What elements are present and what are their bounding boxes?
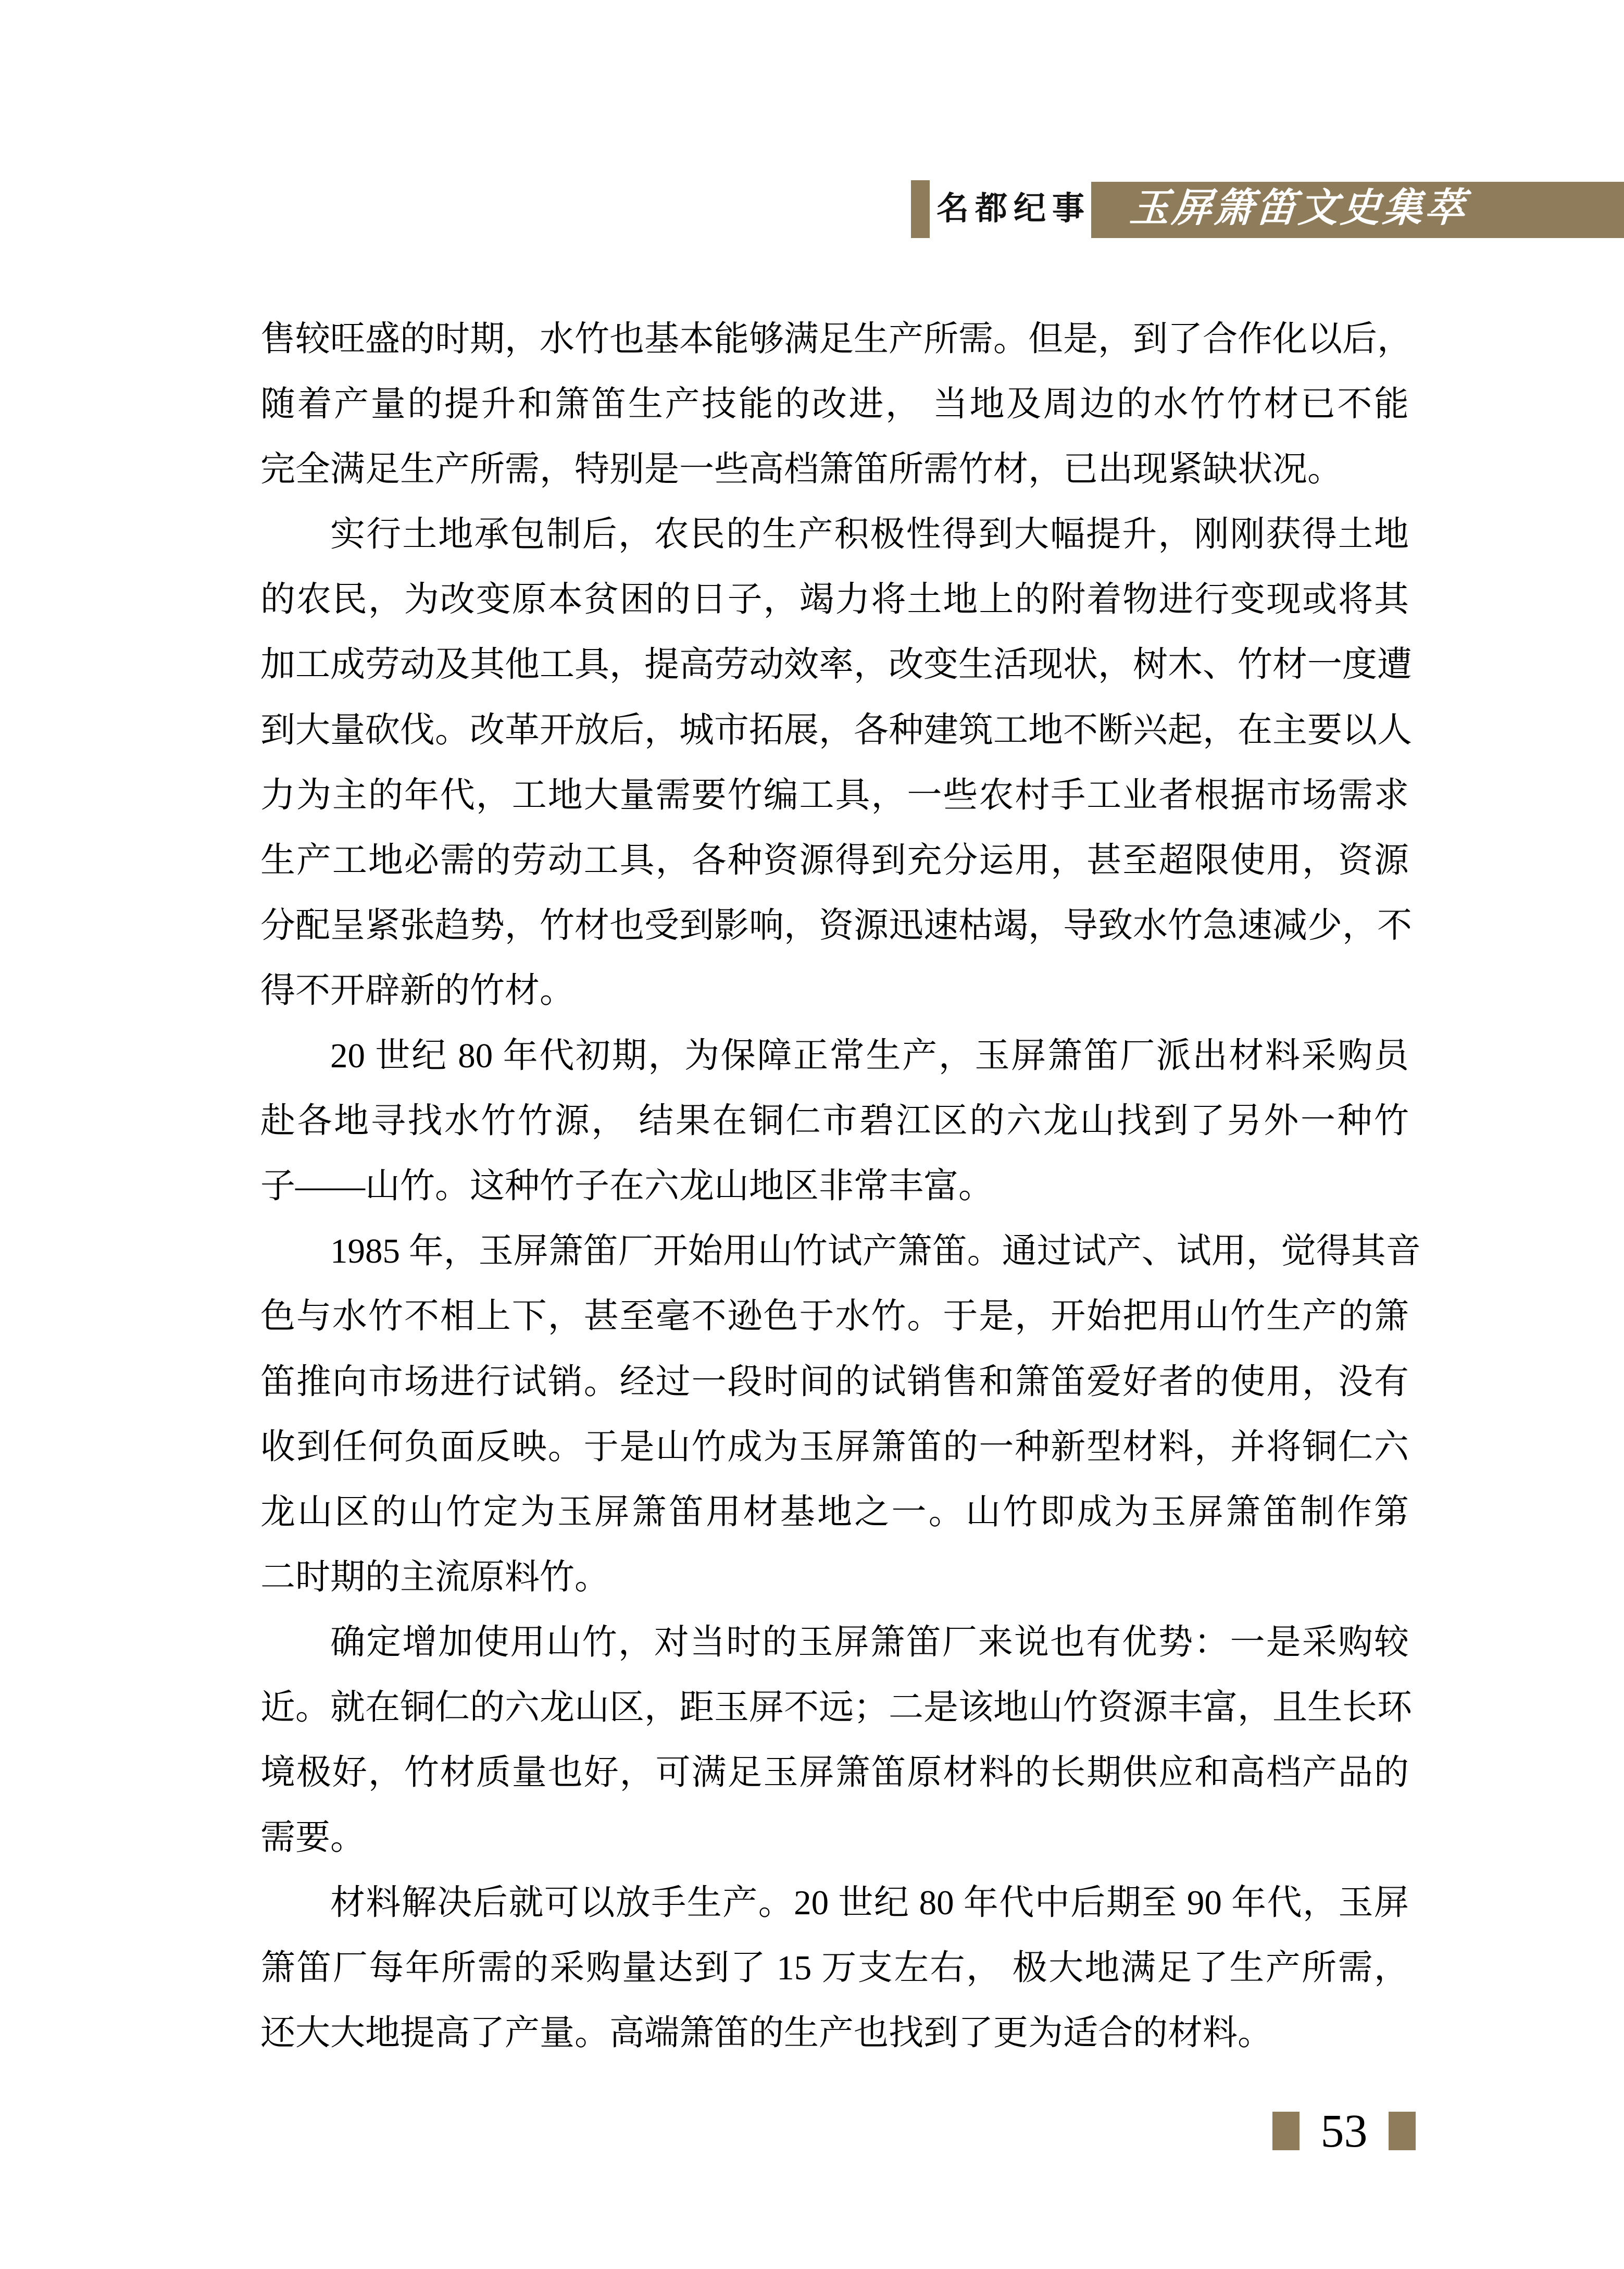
text-line: 得不开辟新的竹材。 — [260, 971, 574, 1010]
text-line: 赴各地寻找水竹竹源， 结果在铜仁市碧江区的六龙山找到了另外一种竹 — [260, 1102, 1409, 1141]
text-line: 需要。 — [260, 1818, 365, 1857]
text-line: 箫笛厂每年所需的采购量达到了 15 万支左右， 极大地满足了生产所需， — [260, 1949, 1409, 1988]
text-line: 实行土地承包制后，农民的生产积极性得到大幅提升，刚刚获得土地 — [330, 515, 1409, 554]
section-label: 名都纪事 — [936, 191, 1091, 227]
header-accent-bar — [911, 180, 930, 238]
text-line: 分配呈紧张趋势，竹材也受到影响，资源迅速枯竭，导致水竹急速减少，不 — [260, 906, 1412, 945]
page-number: 53 — [1320, 2105, 1368, 2157]
text-line: 随着产量的提升和箫笛生产技能的改进， 当地及周边的水竹竹材已不能 — [260, 385, 1409, 424]
text-line: 1985 年，玉屏箫笛厂开始用山竹试产箫笛。通过试产、试用，觉得其音 — [330, 1232, 1421, 1271]
text-line: 收到任何负面反映。于是山竹成为玉屏箫笛的一种新型材料，并将铜仁六 — [260, 1427, 1409, 1466]
text-line: 加工成劳动及其他工具，提高劳动效率，改变生活现状，树木、竹材一度遭 — [260, 645, 1412, 684]
body-text — [260, 307, 1421, 2066]
text-line: 境极好，竹材质量也好，可满足玉屏箫笛原材料的长期供应和高档产品的 — [260, 1753, 1409, 1792]
text-line: 的农民，为改变原本贫困的日子，竭力将土地上的附着物进行变现或将其 — [260, 580, 1409, 619]
footer-square-left — [1272, 2112, 1300, 2150]
text-line: 龙山区的山竹定为玉屏箫笛用材基地之一。山竹即成为玉屏箫笛制作第 — [260, 1492, 1409, 1531]
text-line: 确定增加使用山竹，对当时的玉屏箫笛厂来说也有优势：一是采购较 — [330, 1623, 1409, 1662]
text-line: 二时期的主流原料竹。 — [260, 1557, 609, 1597]
text-line: 力为主的年代，工地大量需要竹编工具，一些农村手工业者根据市场需求 — [260, 776, 1409, 815]
text-line: 到大量砍伐。改革开放后，城市拓展，各种建筑工地不断兴起，在主要以人 — [260, 710, 1412, 750]
footer-square-right — [1389, 2112, 1416, 2150]
text-line: 色与水竹不相上下，甚至毫不逊色于水竹。于是，开始把用山竹生产的箫 — [260, 1297, 1409, 1336]
text-line: 材料解决后就可以放手生产。20 世纪 80 年代中后期至 90 年代，玉屏 — [330, 1884, 1409, 1923]
banner-calligraphy-title: 玉屏箫笛文史集萃 — [1128, 186, 1469, 230]
text-line: 还大大地提高了产量。高端箫笛的生产也找到了更为适合的材料。 — [260, 2014, 1272, 2053]
text-line: 完全满足生产所需，特别是一些高档箫笛所需竹材，已出现紧缺状况。 — [260, 450, 1342, 489]
text-line: 生产工地必需的劳动工具，各种资源得到充分运用，甚至超限使用，资源 — [260, 841, 1409, 880]
text-line: 近。就在铜仁的六龙山区，距玉屏不远；二是该地山竹资源丰富，且生长环 — [260, 1688, 1412, 1727]
text-line: 20 世纪 80 年代初期，为保障正常生产，玉屏箫笛厂派出材料采购员 — [330, 1037, 1409, 1076]
text-line: 笛推向市场进行试销。经过一段时间的试销售和箫笛爱好者的使用，没有 — [260, 1362, 1409, 1401]
text-line: 子——山竹。这种竹子在六龙山地区非常丰富。 — [260, 1167, 993, 1206]
text-line: 售较旺盛的时期，水竹也基本能够满足生产所需。但是，到了合作化以后， — [260, 320, 1412, 358]
